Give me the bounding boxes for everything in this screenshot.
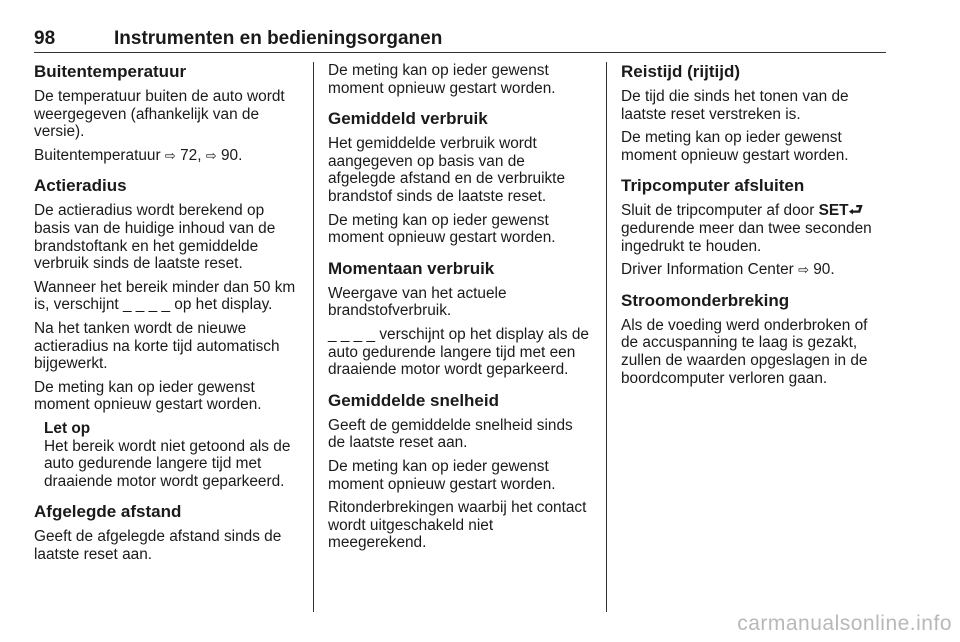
header-divider xyxy=(34,52,886,53)
page-reference-link[interactable]: 90. xyxy=(220,146,243,164)
heading-stroomonderbreking: Stroomonderbreking xyxy=(621,290,790,310)
column-1 xyxy=(34,62,298,569)
paragraph: Als de voeding werd onderbroken of de accuspanning te laag is gezakt, zullen de waarden opgeslagen in de boordcomputer verloren gaan. xyxy=(621,316,868,387)
paragraph: De meting kan op ieder gewenst moment opnieuw gestart worden. xyxy=(328,62,556,97)
paragraph: Na het tanken wordt de nieuwe actieradius na korte tijd automatisch bijgewerkt. xyxy=(34,319,280,373)
heading-momentaan-verbruik: Momentaan verbruik xyxy=(328,258,495,278)
paragraph-reference xyxy=(34,147,298,165)
heading-tripcomputer-afsluiten: Tripcomputer afsluiten xyxy=(621,176,805,196)
paragraph: Geeft de afgelegde afstand sinds de laatste reset aan. xyxy=(34,528,282,563)
page-title: Instrumenten en bedieningsorganen xyxy=(114,28,443,49)
heading-afgelegde-afstand: Afgelegde afstand xyxy=(34,502,182,522)
paragraph: Het gemiddelde verbruik wordt aangegeven op basis van de afgelegde afstand en de verbruikte brandstof sinds de laatste reset. xyxy=(328,135,566,205)
heading-buitentemperatuur: Buitentemperatuur xyxy=(34,62,187,81)
cross-reference-icon: ⇨ xyxy=(798,262,809,278)
paragraph: De meting kan op ieder gewenst moment opnieuw gestart worden. xyxy=(328,457,556,493)
column-3 xyxy=(621,62,887,393)
paragraph: De actieradius wordt berekend op basis van de huidige inhoud van de brandstoftank en het gemiddelde verbruik sinds de laatste reset. xyxy=(34,202,276,273)
paragraph: De meting kan op ieder gewenst moment opnieuw gestart worden. xyxy=(328,211,556,247)
set-key-label: SET xyxy=(818,202,849,220)
paragraph: De meting kan op ieder gewenst moment opnieuw gestart worden. xyxy=(34,378,262,414)
reference-text: Driver Information Center xyxy=(621,261,794,279)
column-divider-1 xyxy=(313,62,314,612)
page-reference-link[interactable]: 72, xyxy=(180,146,202,164)
paragraph-reference xyxy=(621,261,887,279)
heading-gemiddelde-snelheid: Gemiddelde snelheid xyxy=(328,390,499,410)
column-divider-2 xyxy=(606,62,607,612)
back-arrow-icon: ⮐ xyxy=(848,202,863,220)
heading-actieradius: Actieradius xyxy=(34,176,127,196)
paragraph: Wanneer het bereik minder dan 50 km is, verschijnt _ _ _ _ op het display. xyxy=(34,278,296,314)
watermark: carmanualsonline.info xyxy=(737,612,952,635)
note-title: Let op xyxy=(44,419,91,437)
paragraph: De meting kan op ieder gewenst moment opnieuw gestart worden. xyxy=(621,129,849,164)
paragraph: Weergave van het actuele brandstofverbruik. xyxy=(328,284,507,320)
paragraph-set-instruction xyxy=(621,202,887,255)
note-text: Het bereik wordt niet getoond als de auto gedurende langere tijd met draaiende motor wordt geparkeerd. xyxy=(44,437,291,490)
instruction-text: gedurende meer dan twee seconden ingedrukt te houden. xyxy=(621,219,872,255)
instruction-text: Sluit de tripcomputer af door xyxy=(621,202,815,220)
heading-reistijd: Reistijd (rijtijd) xyxy=(621,62,740,81)
page-header xyxy=(34,28,886,52)
note-box xyxy=(44,420,298,490)
paragraph: Geeft de gemiddelde snelheid sinds de laatste reset aan. xyxy=(328,416,573,452)
paragraph: _ _ _ _ verschijnt op het display als de auto gedurende langere tijd met een draaiende motor wordt geparkeerd. xyxy=(328,325,589,379)
page-reference-link[interactable]: 90. xyxy=(813,261,835,279)
paragraph: Ritonderbrekingen waarbij het contact wordt uitgeschakeld niet meegerekend. xyxy=(328,499,587,552)
paragraph: De tijd die sinds het tonen van de laatste reset verstreken is. xyxy=(621,88,849,123)
column-2 xyxy=(328,62,592,558)
page-number: 98 xyxy=(34,28,56,49)
heading-gemiddeld-verbruik: Gemiddeld verbruik xyxy=(328,109,488,129)
cross-reference-icon: ⇨ xyxy=(164,147,176,163)
paragraph: De temperatuur buiten de auto wordt weergegeven (afhankelijk van de versie). xyxy=(34,88,285,141)
cross-reference-icon: ⇨ xyxy=(205,147,217,163)
reference-text: Buitentemperatuur xyxy=(34,146,161,164)
